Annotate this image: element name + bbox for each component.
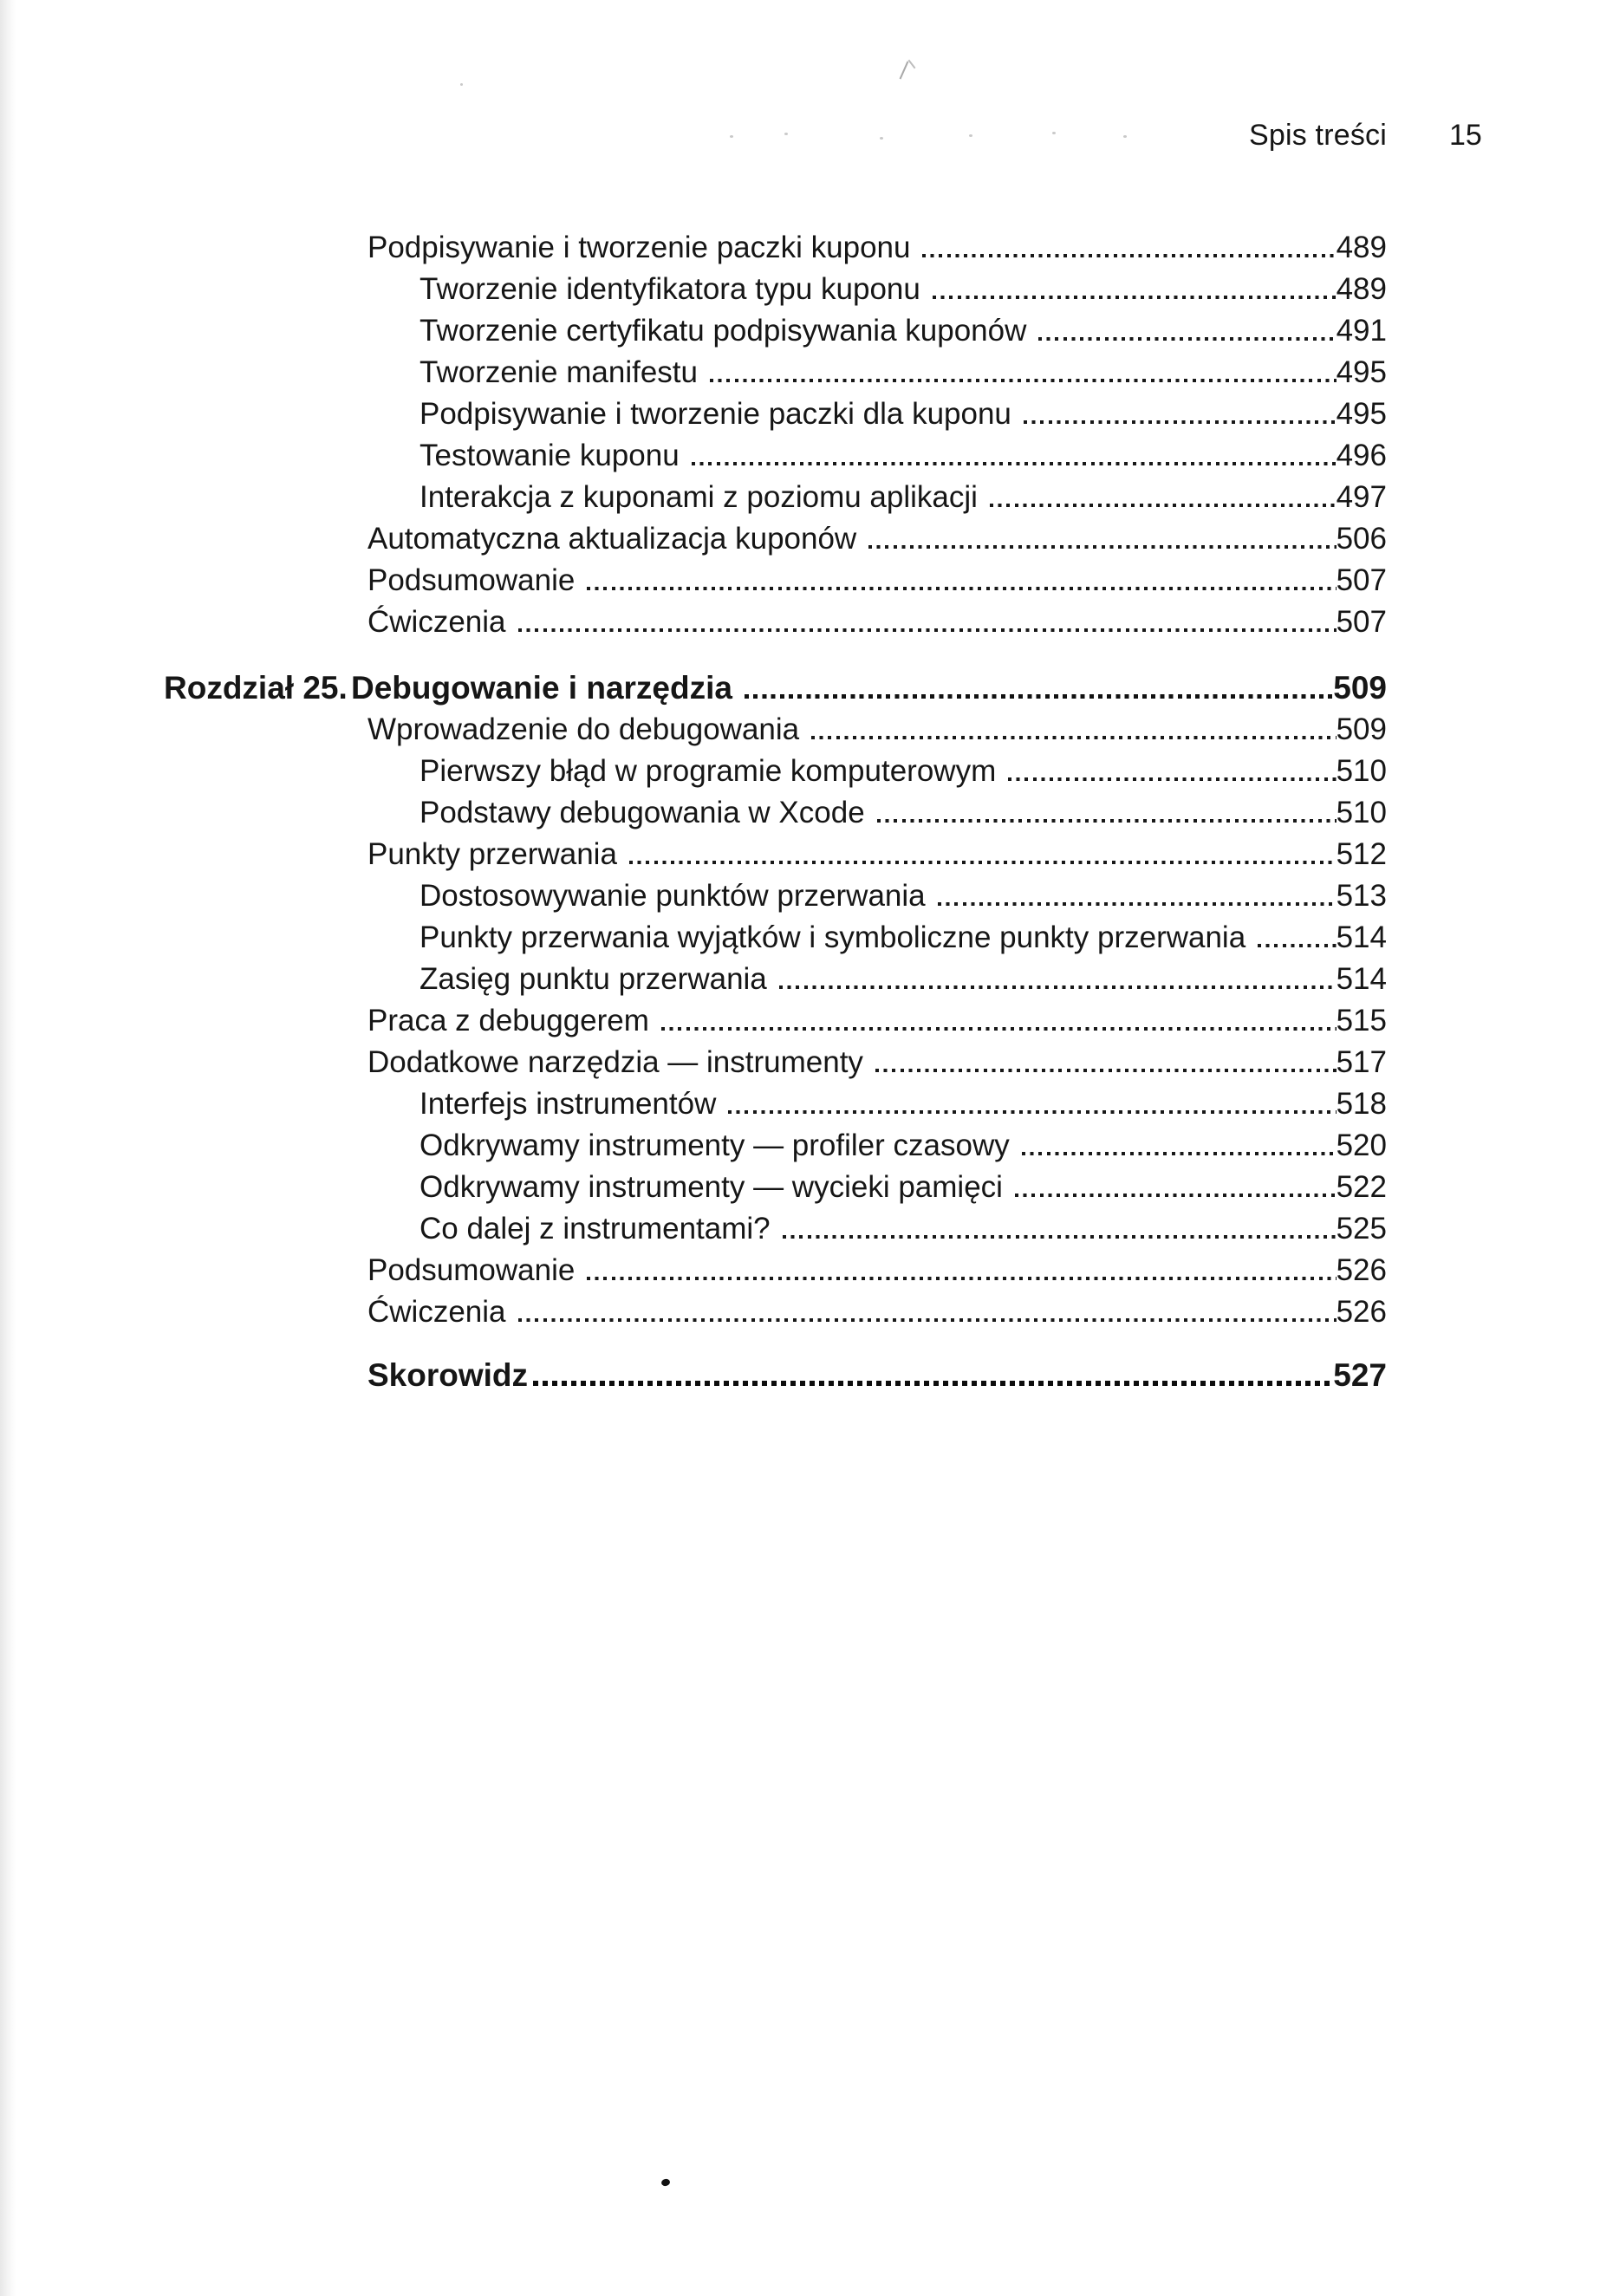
toc-entry-title: Skorowidz [367, 1357, 529, 1393]
scan-speck [1052, 132, 1056, 134]
toc-entry-title: Automatyczna aktualizacja kuponów [367, 522, 857, 556]
toc-chapter-row [164, 667, 1387, 709]
toc-row [367, 792, 1387, 834]
dotted-leader [938, 902, 1337, 906]
toc-entry-page-number: 497 [1336, 480, 1387, 514]
toc-entry-title: Tworzenie certyfikatu podpisywania kuponów [420, 314, 1027, 348]
dotted-leader [533, 1381, 1333, 1386]
scan-speck [730, 135, 733, 138]
dotted-leader [1008, 777, 1336, 781]
toc-entry-title: Podstawy debugowania w Xcode [420, 796, 865, 829]
toc-entry-page-number: 526 [1336, 1253, 1387, 1287]
toc-entry-page-number: 517 [1336, 1045, 1387, 1079]
toc-entry-title: Interfejs instrumentów [420, 1087, 717, 1121]
toc-row [367, 435, 1387, 477]
toc-entry-title: Odkrywamy instrumenty — profiler czasowy [420, 1128, 1010, 1162]
scan-speck [969, 134, 972, 137]
dotted-leader [868, 545, 1336, 549]
dotted-leader [1015, 1194, 1337, 1197]
dotted-leader [990, 504, 1337, 507]
toc-row [367, 477, 1387, 518]
dotted-leader [783, 1235, 1337, 1239]
toc-row [367, 917, 1387, 959]
toc-entry-page-number: 510 [1336, 754, 1387, 788]
toc-entry-title: Testowanie kuponu [420, 439, 680, 472]
toc-row [367, 875, 1387, 917]
toc-row [367, 518, 1387, 560]
toc-row [367, 1125, 1387, 1167]
dotted-leader [661, 1027, 1337, 1031]
toc-row [367, 602, 1387, 643]
toc-entry-page-number: 509 [1336, 712, 1387, 746]
toc-row [367, 1208, 1387, 1250]
toc-entry-page-number: 525 [1336, 1212, 1387, 1246]
toc-entry-page-number: 518 [1336, 1087, 1387, 1121]
toc-entry-title: Debugowanie i narzędzia [351, 670, 732, 706]
toc-row [367, 560, 1387, 602]
toc-entry-page-number: 512 [1336, 837, 1387, 871]
toc-entry-page-number: 522 [1336, 1170, 1387, 1204]
dotted-leader [811, 736, 1336, 739]
toc-entry-title: Dostosowywanie punktów przerwania [420, 879, 926, 913]
toc-entry-page-number: 514 [1336, 920, 1387, 954]
toc-row [367, 751, 1387, 792]
dotted-leader [922, 254, 1336, 257]
chapter-number-prefix: Rozdział 25. [164, 670, 348, 706]
toc-row [367, 959, 1387, 1000]
scan-speck [784, 133, 788, 135]
toc-row [367, 227, 1387, 269]
toc-entry-title: Punkty przerwania wyjątków i symboliczne punkty przerwania [420, 920, 1246, 954]
toc-entry-title: Co dalej z instrumentami? [420, 1212, 771, 1246]
toc-row [367, 394, 1387, 435]
dotted-leader [933, 296, 1337, 299]
toc-entry-title: Ćwiczenia [367, 1295, 506, 1329]
toc-entry-title: Pierwszy błąd w programie komputerowym [420, 754, 997, 788]
toc-row [367, 834, 1387, 875]
dotted-leader [877, 819, 1337, 823]
ink-dot-artifact [660, 2178, 671, 2187]
toc-row [367, 1167, 1387, 1208]
toc-entry-page-number: 527 [1333, 1357, 1387, 1393]
dotted-leader [587, 587, 1336, 590]
toc-row [367, 1000, 1387, 1042]
toc-entry-title: Podsumowanie [367, 1253, 576, 1287]
toc-entry-page-number: 491 [1336, 314, 1387, 348]
toc-entry-title: Odkrywamy instrumenty — wycieki pamięci [420, 1170, 1003, 1204]
scan-scratch-mark [900, 62, 909, 80]
toc-row [367, 1250, 1387, 1291]
dotted-leader [518, 628, 1337, 632]
toc-entry-page-number: 520 [1336, 1128, 1387, 1162]
toc-entry-page-number: 507 [1336, 605, 1387, 639]
toc-entry-page-number: 526 [1336, 1295, 1387, 1329]
toc-entry-page-number: 495 [1336, 397, 1387, 431]
dotted-leader [692, 462, 1337, 465]
toc-entry-page-number: 489 [1336, 272, 1387, 306]
toc-entry-title: Tworzenie identyfikatora typu kuponu [420, 272, 920, 306]
scan-speck [460, 83, 463, 86]
dotted-leader [1022, 1152, 1337, 1155]
dotted-leader [728, 1110, 1336, 1114]
toc-row [367, 709, 1387, 751]
toc-entry-title: Tworzenie manifestu [420, 355, 698, 389]
toc-entry-title: Interakcja z kuponami z poziomu aplikacji [420, 480, 978, 514]
toc-entry-title: Punkty przerwania [367, 837, 617, 871]
toc-entry-page-number: 496 [1336, 439, 1387, 472]
toc-entry-title: Dodatkowe narzędzia — instrumenty [367, 1045, 863, 1079]
toc-row [367, 352, 1387, 394]
dotted-leader [779, 985, 1337, 989]
toc-entry-page-number: 510 [1336, 796, 1387, 829]
running-head-page-number: 15 [1449, 119, 1482, 152]
dotted-leader [1258, 944, 1336, 947]
toc-entry-page-number: 506 [1336, 522, 1387, 556]
dotted-leader [1024, 420, 1337, 424]
dotted-leader [875, 1069, 1337, 1072]
toc-entry-title: Podpisywanie i tworzenie paczki kuponu [367, 231, 911, 264]
running-head-title: Spis treści [1248, 119, 1387, 152]
toc-entry-title: Ćwiczenia [367, 605, 506, 639]
scan-edge-shadow [0, 0, 16, 2296]
toc-row [367, 1355, 1387, 1396]
scan-scratch-mark [908, 60, 916, 69]
toc-row [367, 310, 1387, 352]
toc-row [367, 1042, 1387, 1083]
dotted-leader [629, 861, 1337, 864]
toc-entry-page-number: 495 [1336, 355, 1387, 389]
toc-entry-title: Podsumowanie [367, 563, 576, 597]
toc-entry-title: Podpisywanie i tworzenie paczki dla kuponu [420, 397, 1011, 431]
dotted-leader [710, 379, 1337, 382]
toc-entry-page-number: 509 [1333, 670, 1387, 706]
dotted-leader [745, 694, 1333, 699]
dotted-leader [518, 1318, 1337, 1322]
toc-entry-title: Wprowadzenie do debugowania [367, 712, 800, 746]
toc-row [367, 269, 1387, 310]
toc-entry-title: Zasięg punktu przerwania [420, 962, 767, 996]
toc-row [367, 1291, 1387, 1333]
toc-row [367, 1083, 1387, 1125]
dotted-leader [587, 1277, 1336, 1280]
toc-entry-page-number: 489 [1336, 231, 1387, 264]
scan-speck [1123, 135, 1127, 138]
scan-speck [880, 137, 883, 140]
dotted-leader [1038, 337, 1336, 341]
toc-entry-page-number: 507 [1336, 563, 1387, 597]
toc-list [164, 227, 1387, 1396]
toc-entry-page-number: 514 [1336, 962, 1387, 996]
toc-entry-page-number: 515 [1336, 1004, 1387, 1037]
toc-entry-title: Praca z debuggerem [367, 1004, 649, 1037]
toc-entry-page-number: 513 [1336, 879, 1387, 913]
